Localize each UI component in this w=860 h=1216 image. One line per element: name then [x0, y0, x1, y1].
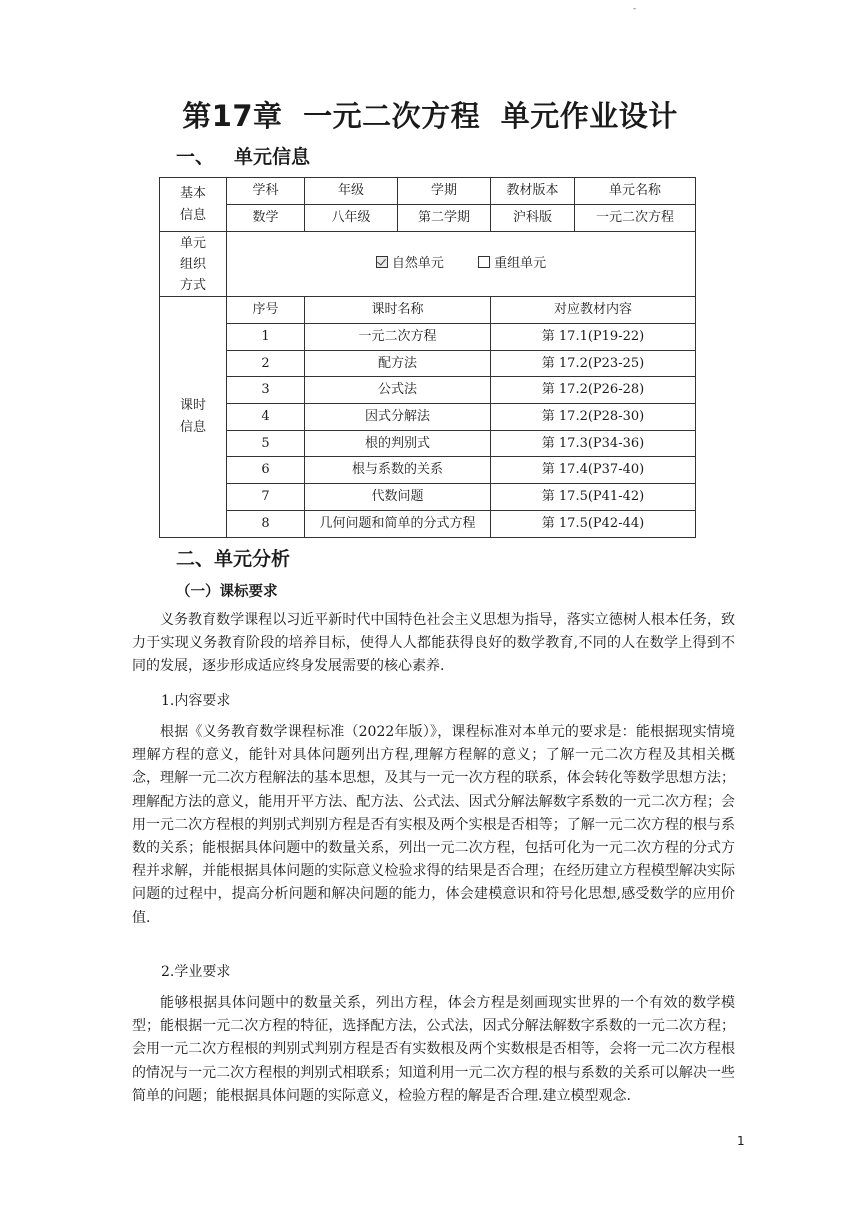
lesson-name: 几何问题和简单的分式方程 [305, 510, 491, 537]
regroup-unit-label: 重组单元 [494, 256, 547, 271]
section-2-heading: 二、单元分析 [176, 548, 291, 570]
header-subject: 学科 [227, 178, 305, 205]
org-method-options [227, 232, 696, 297]
lesson-no: 4 [227, 404, 305, 431]
header-edition: 教材版本 [491, 178, 575, 205]
lesson-content: 第 17.5(P41-42) [491, 484, 696, 511]
value-edition: 沪科版 [491, 205, 575, 232]
content-requirement-paragraph: 根据《义务教育数学课程标准（2022年版）》，课程标准对本单元的要求是：能根据现实情境理解方程的意义，能针对具体问题列出方程,理解方程解的意义；了解一元二次方程及其相关概念，理解一元二次方程解法的基本思想，及其与一元一次方程的联系，体会转化等数学思想方法；理解配方法的意义，能用开平方法、配方法、公式法、因式分解法解数字系数的一元二次方程；会用一元二次方程根的判别式判别方程是否有实根及两个实根是否相等；了解一元二次方程的根与系数的关系；能根据具体问题中的数量关系，列出一元二次方程，包括可化为一元二次方程的分式方程并求解，并能根据具体问题的实际意义检验求得的结果是否合理；在经历建立方程模型解决实际问题的过程中，提高分析问题和解决问题的能力，体会建模意识和符号化思想,感受数学的应用价值. [132, 724, 735, 926]
natural-unit-label: 自然单元 [391, 256, 444, 271]
lesson-no: 5 [227, 430, 305, 457]
page-number: 1 [737, 1134, 745, 1148]
lesson-content: 第 17.2(P28-30) [491, 404, 696, 431]
header-mark: - [633, 4, 637, 14]
lesson-header-no: 序号 [227, 297, 305, 324]
lesson-content: 第 17.4(P37-40) [491, 457, 696, 484]
lesson-no: 6 [227, 457, 305, 484]
header-unit-name: 单元名称 [575, 178, 696, 205]
header-grade: 年级 [305, 178, 398, 205]
title-topic: 一元二次方程 [303, 99, 481, 133]
unit-info-table [159, 177, 696, 538]
value-grade: 八年级 [305, 205, 398, 232]
regroup-unit-checkbox[interactable] [478, 256, 490, 268]
basic-info-label: 基本 信息 [160, 178, 227, 232]
lesson-name: 根与系数的关系 [305, 457, 491, 484]
title-chapter: 第17章 [182, 99, 283, 133]
lesson-content: 第 17.5(P42-44) [491, 510, 696, 537]
lesson-content: 第 17.2(P23-25) [491, 350, 696, 377]
lesson-no: 2 [227, 350, 305, 377]
lesson-header-name: 课时名称 [305, 297, 491, 324]
lesson-no: 7 [227, 484, 305, 511]
lesson-name: 公式法 [305, 377, 491, 404]
lesson-name: 代数问题 [305, 484, 491, 511]
title-suffix: 单元作业设计 [500, 99, 678, 133]
lesson-no: 1 [227, 324, 305, 351]
lesson-no: 3 [227, 377, 305, 404]
subsection-1-heading: （一）课标要求 [176, 584, 278, 600]
academic-requirement-heading: 2.学业要求 [161, 964, 231, 980]
lesson-no: 8 [227, 510, 305, 537]
section-1-title: 单元信息 [234, 146, 311, 168]
content-requirement-heading: 1.内容要求 [161, 693, 231, 709]
value-unit-name: 一元二次方程 [575, 205, 696, 232]
lesson-content: 第 17.3(P34-36) [491, 430, 696, 457]
lesson-content: 第 17.1(P19-22) [491, 324, 696, 351]
natural-unit-checkbox[interactable] [376, 256, 388, 268]
lesson-name: 配方法 [305, 350, 491, 377]
lesson-info-label: 课时 信息 [160, 297, 227, 538]
document-title [0, 94, 860, 135]
lesson-name: 因式分解法 [305, 404, 491, 431]
lesson-header-content: 对应教材内容 [491, 297, 696, 324]
lesson-name: 一元二次方程 [305, 324, 491, 351]
lesson-name: 根的判别式 [305, 430, 491, 457]
academic-requirement-paragraph: 能够根据具体问题中的数量关系，列出方程，体会方程是刻画现实世界的一个有效的数学模型；能根据一元二次方程的特征，选择配方法，公式法，因式分解法解数字系数的一元二次方程；会用一元二次方程根的判别式判别方程是否有实数根及两个实数根是否相等，会将一元二次方程根的情况与一元二次方程根的判别式相联系；知道利用一元二次方程的根与系数的关系可以解决一些简单的问题；能根据具体问题的实际意义，检验方程的解是否合理.建立模型观念. [132, 995, 735, 1104]
value-term: 第二学期 [398, 205, 491, 232]
org-method-label: 单元 组织 方式 [160, 232, 227, 297]
intro-paragraph: 义务教育数学课程以习近平新时代中国特色社会主义思想为指导，落实立德树人根本任务，致力于实现义务教育阶段的培养目标，使得人人都能获得良好的数学教育,不同的人在数学上得到不同的发展，逐步形成适应终身发展需要的核心素养. [132, 612, 735, 675]
section-1-heading [176, 142, 310, 169]
value-subject: 数学 [227, 205, 305, 232]
header-term: 学期 [398, 178, 491, 205]
lesson-content: 第 17.2(P26-28) [491, 377, 696, 404]
section-1-number: 一、 [176, 146, 215, 168]
